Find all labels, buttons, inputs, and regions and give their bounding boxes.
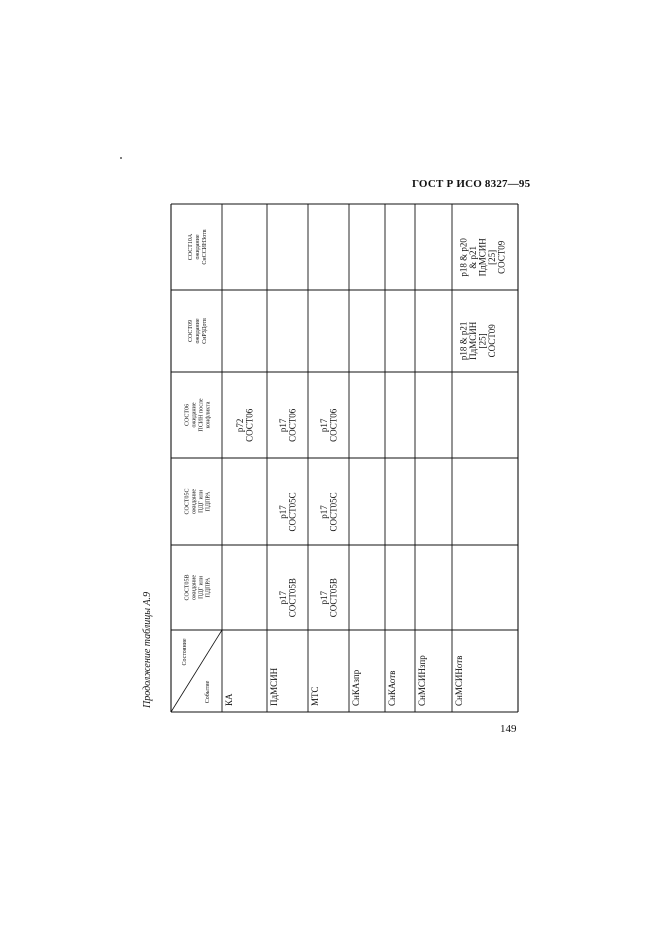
table-cell-line: СОСТ05В [328,578,339,618]
corner-state-label: Состояние [182,638,188,666]
column-header-4 [188,318,208,344]
column-header-5-line: ожидание [194,234,201,260]
table-cell-line: СОСТ09 [487,324,498,358]
table-cell-line: p17 [319,590,330,605]
table-cell [319,578,339,617]
table-cell [278,578,298,617]
corner-event-label: Событие [205,680,211,704]
row-event-label: СнКАзпр [351,669,361,706]
column-header-5-line: СнССИНЗотв [201,229,208,265]
column-header-1 [184,574,211,600]
table-cell-line: СОСТ06 [287,408,298,442]
table-cell-line: [25] [477,333,488,349]
column-header-3-line: конфликта [205,401,212,429]
table-cell-line: p17 [278,590,289,605]
table-cell [458,238,506,277]
row-event-label: МТС [310,686,320,706]
table-cell-line: p72 [235,418,246,433]
table-cell-line: p17 [319,418,330,433]
column-header-3-line: СОСТ06 [184,403,191,427]
table-cell-line: СОСТ05С [328,492,339,532]
table-grid [171,204,518,712]
table-cell-line: СОСТ09 [496,240,507,274]
table-cell-line: & p21 [467,245,478,269]
row-event-label: СнКАотв [387,670,397,706]
table-cell [235,408,255,442]
column-header-3-line: ПСИН после [198,398,205,432]
column-header-1-line: ПДГ или [198,576,205,599]
column-header-4-line: ожидание [194,318,201,344]
table-cell-line: СОСТ06 [328,408,339,442]
column-header-2-line: ожидание [191,488,198,515]
row-event-label: КА [224,693,234,706]
column-header-1-line: ожидание [191,574,198,601]
corner-diagonal [171,630,222,712]
column-header-1-line: ПДПРА [205,577,212,598]
table-cell [319,492,339,531]
table-text [182,229,506,706]
column-header-2-line: ПДГ или [198,490,205,513]
column-header-5-line: СОСТ10А [187,233,194,261]
column-header-2-line: ПДПРА [205,491,212,512]
table-cell [319,408,339,442]
page-number: 149 [500,723,517,735]
table-cell-line: ПдМСИН [477,238,488,277]
column-header-4-line: СнРЗДотв [201,318,208,344]
column-header-3-line: ожидание [191,402,198,428]
standard-header: ГОСТ Р ИСО 8327—95 [412,178,531,190]
table-cell-line: p17 [278,505,289,519]
column-header-2-line: СОСТ05С [184,488,191,515]
column-header-3 [184,398,211,432]
table-cell-line: p18 & p21 [458,321,469,361]
table-cell-line: СОСТ05В [287,578,298,618]
row-event-label: СнМСИНзпр [417,655,427,706]
row-event-label: ПдМСИН [269,667,279,706]
column-header-5 [188,229,208,264]
table-cell-line: p17 [319,505,330,519]
row-event-label: СнМСИНотв [454,655,464,706]
column-header-1-line: СОСТ05В [184,574,191,601]
table-cell [459,321,498,360]
table-cell-line: p18 & p20 [458,238,469,277]
column-header-4-line: СОСТ09 [187,319,194,343]
table-caption: Продолжение таблицы А.9 [142,591,153,708]
table-cell [278,408,298,442]
table-cell-line: p17 [278,418,289,433]
table-cell-line: СОСТ06 [244,408,255,442]
table-cell-line: СОСТ05С [287,492,298,532]
table-cell-line: [25] [486,249,497,265]
table-cell [278,492,298,531]
column-header-2 [184,488,211,514]
table-cell-line: ПдМСИН [468,321,479,360]
